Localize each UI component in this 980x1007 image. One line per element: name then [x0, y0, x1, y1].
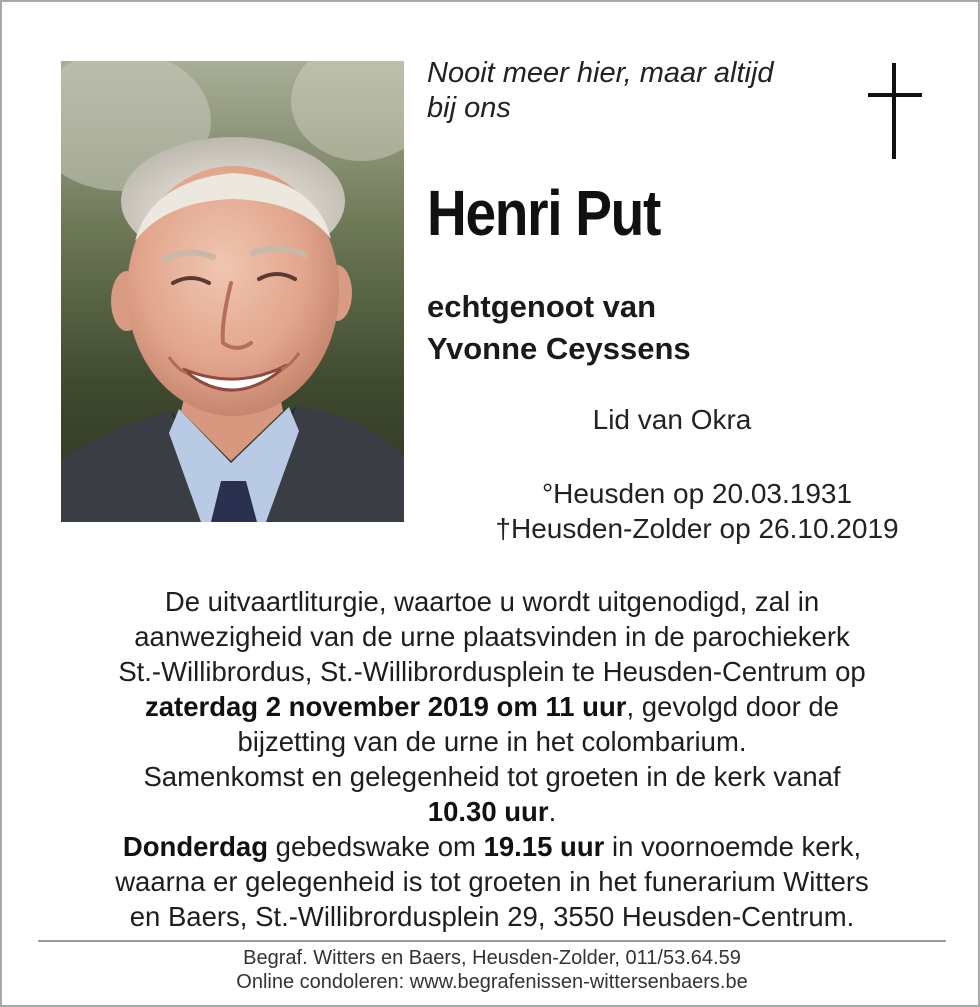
- spouse-relation: echtgenoot van: [427, 289, 657, 324]
- announcement-line: en Baers, St.-Willibrordusplein 29, 3550 Heusden-Centrum.: [129, 901, 855, 932]
- funeral-date-time: zaterdag 2 november 2019 om 11 uur: [145, 691, 627, 722]
- announcement-text: in voornoemde kerk,: [604, 831, 862, 862]
- funeral-announcement: [42, 584, 942, 934]
- deceased-name: Henri Put: [427, 177, 661, 249]
- gathering-time: 10.30 uur: [427, 796, 549, 827]
- announcement-text: , gevolgd door de: [626, 691, 839, 722]
- announcement-line: De uitvaartliturgie, waartoe u wordt uitgenodigd, zal in: [164, 586, 820, 617]
- announcement-line: [42, 689, 942, 724]
- funeral-home-contact: Begraf. Witters en Baers, Heusden-Zolder, 011/53.64.59: [243, 947, 741, 969]
- spouse-name: Yvonne Ceyssens: [427, 331, 691, 366]
- footer-divider: [38, 940, 946, 942]
- announcement-line: [42, 794, 942, 829]
- announcement-line: aanwezigheid van de urne plaatsvinden in de parochiekerk: [134, 621, 850, 652]
- online-condolences-link[interactable]: Online condoleren: www.begrafenissen-wittersenbaers.be: [236, 971, 748, 993]
- motto-line-1: Nooit meer hier, maar altijd: [427, 57, 774, 89]
- announcement-line: St.-Willibrordus, St.-Willibrordusplein te Heusden-Centrum op: [118, 656, 866, 687]
- spouse-info: [427, 286, 907, 370]
- announcement-line: Samenkomst en gelegenheid tot groeten in de kerk vanaf: [143, 761, 841, 792]
- latin-cross-icon: [864, 63, 924, 163]
- funeral-home-footer: [42, 946, 942, 994]
- announcement-line: waarna er gelegenheid is tot groeten in het funerarium Witters: [115, 866, 869, 897]
- birth-date: °Heusden op 20.03.1931: [541, 478, 853, 509]
- motto-line-2: bij ons: [427, 92, 511, 124]
- vigil-time: 19.15 uur: [483, 831, 605, 862]
- life-dates: [427, 476, 967, 546]
- vigil-day: Donderdag: [122, 831, 269, 862]
- membership-text: Lid van Okra: [592, 404, 752, 435]
- announcement-line: [42, 829, 942, 864]
- death-date: †Heusden-Zolder op 26.10.2019: [495, 513, 899, 544]
- memorial-motto: [427, 56, 847, 126]
- announcement-text: .: [548, 796, 557, 827]
- announcement-text: gebedswake om: [268, 831, 484, 862]
- portrait-photo: [61, 61, 404, 522]
- announcement-line: bijzetting van de urne in het colombarium.: [237, 726, 747, 757]
- portrait-illustration: [61, 61, 404, 522]
